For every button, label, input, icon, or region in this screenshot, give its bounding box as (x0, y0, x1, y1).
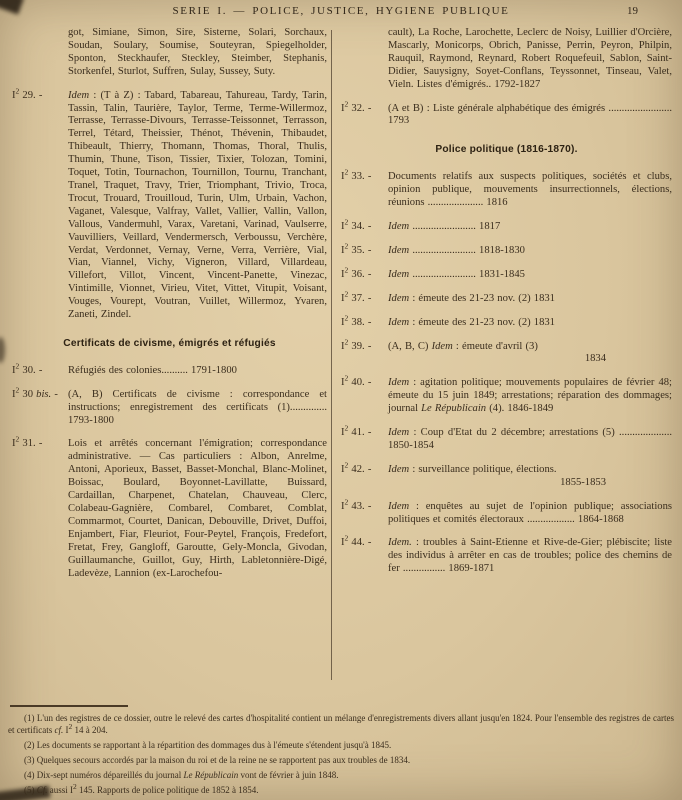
entry-number: $I^2$ 39. - (341, 336, 372, 352)
entry-text: Idem ........................ 1831-1845 (388, 268, 525, 280)
entry-number: $I^2$ 30. - (12, 361, 43, 376)
catalog-entry (341, 313, 672, 330)
column-left (12, 27, 327, 591)
footnote: (5) Cf. aussi $I^2$ 145. Rapports de police politique de 1852 à 1854. (24, 781, 259, 795)
entry-text: Réfugiés des colonies.......... 1791-1800 (68, 364, 237, 376)
footnote-separator-rule (10, 705, 128, 707)
catalog-entry (341, 533, 672, 576)
entry-number: $I^2$ 40. - (341, 373, 372, 389)
entry-text: (A, B) Certificats de civisme : correspondance et instructions; enregistrement des certificats (1).............. 1793-1800 (68, 388, 327, 426)
entry-number: $I^2$ 32. - (341, 99, 372, 114)
entry-date: 1834 (584, 353, 606, 365)
section-heading: Police politique (1816-1870). (435, 144, 578, 156)
footnote: (3) Quelques secours accordés par la maison du roi et de la reine ne se rapportent pas aux troubles de 1834. (24, 754, 411, 765)
entry-number: $I^2$ 31. - (12, 434, 43, 450)
scan-mark-left-edge (0, 337, 5, 363)
entry-number: $I^2$ 43. - (341, 497, 372, 512)
entry-number: $I^2$ 41. - (341, 423, 372, 439)
entry-text: Idem : surveillance politique, élections. (388, 463, 557, 475)
catalog-entry (12, 86, 327, 322)
entry-text: (A et B) : Liste générale alphabétique des émigrés ........................ 1793 (388, 102, 672, 127)
catalog-entry (341, 497, 672, 527)
entry-text: (A, B, C) Idem : émeute d'avril (3) (388, 340, 538, 352)
entry-number: $I^2$ 38. - (341, 313, 372, 328)
catalog-entry (341, 265, 672, 282)
catalog-entry (341, 423, 672, 453)
entry-number: $I^2$ 44. - (341, 533, 372, 549)
entry-text: got, Simiane, Simon, Sire, Sisterne, Solari, Sorchaux, Soudan, Soulary, Soumise, Souteyran, Spiegelholder, Sponton, Steckhaufer, Steckley, Steimber, Stephanis, Storkenfel, Sturlot, Suffren, Sulay, Sussey, Suty. (68, 27, 327, 77)
entry-number: $I^2$ 35. - (341, 241, 372, 256)
catalog-entry (341, 99, 672, 129)
continuation-paragraph (12, 27, 327, 79)
continuation-paragraph (341, 27, 672, 92)
catalog-entry (341, 289, 672, 306)
catalog-entry (12, 361, 327, 378)
entry-number: $I^2$ 36. - (341, 265, 372, 280)
catalog-entry (341, 217, 672, 234)
entry-text: Documents relatifs aux suspects politiques, sociétés et clubs, opinion publique, mouvements insurrectionnels, élections, réunions ..................... 1816 (388, 171, 672, 209)
footnote: (4) Dix-sept numéros dépareillés du journal Le Républicain vont de février à juin 1848. (24, 769, 339, 780)
footnote: (2) Les documents se rapportant à la répartition des dommages dus à l'émeute s'étendent jusqu'à 1845. (24, 739, 392, 750)
footnote: (1) L'un des registres de ce dossier, outre le relevé des cartes d'hospitalité contient un mélange d'enregistrements divers allant jusqu'en 1824. Pour l'ensemble des registres de cartes et certificats cf. $I^2$ 14 à 204. (8, 713, 674, 735)
footnotes (8, 713, 674, 800)
entry-number: $I^2$ 29. - (12, 86, 43, 101)
catalog-entry (341, 336, 672, 367)
entry-text: cault), La Roche, Larochette, Leclerc de Noisy, Luillier d'Orcière, Mascarly, Monicorps, Obrich, Panisse, Perrin, Peyron, Philpin, Rauquil, Raymond, Reynard, Robert Roquefeuil, Sablon, Saint-Didier, Sauysigny, Soyet-Conflans, Teyssonnet, Tinseau, Valet, Vieln. Listes d'émigrés.. 1792-1827 (388, 27, 672, 90)
column-right (341, 27, 672, 587)
entry-text: Idem : agitation politique; mouvements populaires de février 48; émeute du 15 juin 1849; arrestations; réparation des dommages; journal Le Républicain (4). 1846-1849 (388, 377, 672, 415)
entry-number: $I^2$ 34. - (341, 217, 372, 232)
entry-date: 1855-1853 (560, 476, 606, 488)
entry-number: $I^2$ 37. - (341, 289, 372, 304)
entry-number: $I^2$ 42. - (341, 460, 372, 475)
entry-number: $I^2$ 30 bis. - (12, 385, 58, 400)
catalog-entry (12, 385, 327, 428)
page-header-title: SERIE I. — POLICE, JUSTICE, HYGIENE PUBLIQUE (172, 5, 510, 17)
entry-text: Lois et arrêtés concernant l'émigration; correspondance administrative. — Cas particuliers : Albon, Anrelme, Antoni, Aporieux, Basset, Basset-Monchal, Blanc-Molinet, Boissac, Boulard, Boyonnet-Lavillatte, Buissard, Cardaillan, Charpenet, Chatelan, Chauveau, Clerc, Colabeau-Gagnière, Combarel, Combaret, Comblat, Commarmot, Courtet, Danican, Debouville, Drivet, Duffoi, Enjambert, Fiar, Fleuriot, Four-Peytel, François, Fredefort, Fretat, Frey, Gangloff, Garoutte, Gely-Moncla, Givodan, Guillaumanche, Guillot, Guy, Hirth, Labletonnière-Digé, Ladevèze, Lannion (ex-Larochefou- (68, 438, 327, 579)
catalog-entry (12, 434, 327, 580)
entry-text: Idem : (T à Z) : Tabard, Tabareau, Tahureau, Tardy, Tarin, Tassin, Talin, Taurière, Taylor, Terme, Terme-Willermoz, Terrasse, Terrasse-Divours, Terrasse-Teissonnet, Terrasson, Terrel, Tétard, Theissier, Thénot, Thévenin, Thibaudet, Thibeault, Thierry, Thomann, Thomas, Thoral, Thulis, Thumin, Thune, Tison, Tissier, Tixier, Tolozan, Tomini, Toquet, Totin, Tournachon, Tournillon, Tournu, Tranchant, Tranel, Traquet, Travy, Trier, Triomphant, Trivio, Troca, Trocut, Trouard, Trouilloud, Turin, Ulm, Urbain, Vachon, Vaganet, Valesque, Valfray, Vallet, Vallier, Vallin, Vallon, Vallous, Vandermuhl, Varax, Varetani, Varinad, Vaulserre, Vauvilliers, Veillard, Vendermersch, Verboussu, Verchère, Verdat, Verdonnet, Vernay, Verne, Verra, Verrière, Vial, Vian, Viannel, Vichy, Vigneron, Villard, Villardeau, Villefort, Villot, Vincent, Vincent-Panette, Vinezac, Vintimille, Vionnet, Virieu, Vitet, Vittet, Vitupit, Voisant, Vouges, Vourept, Voutran, Vuillet, Willermoz, Yvaren, Zaneti, Zindel. (68, 89, 327, 321)
entry-text: Idem ........................ 1818-1830 (388, 244, 525, 256)
entry-text: Idem : émeute des 21-23 nov. (2) 1831 (388, 292, 555, 304)
entry-number: $I^2$ 33. - (341, 167, 372, 183)
catalog-entry (341, 167, 672, 210)
catalog-entry (341, 460, 672, 490)
entry-text: Idem : enquêtes au sujet de l'opinion publique; associations politiques et comités électoraux .................. 1864-1868 (388, 500, 672, 525)
section-heading: Certificats de civisme, émigrés et réfugiés (63, 337, 276, 349)
entry-text: Idem : Coup d'Etat du 2 décembre; arrestations (5) .................... 1850-1854 (388, 427, 672, 451)
catalog-entry (341, 241, 672, 258)
entry-text: Idem. : troubles à Saint-Etienne et Rive-de-Gier; plébiscite; liste des individus à arrêter en cas de troubles; police des chemins de fer ................ 1869-1871 (388, 537, 672, 575)
entry-text: Idem ........................ 1817 (388, 220, 501, 232)
catalog-entry (341, 373, 672, 416)
entry-text: Idem : émeute des 21-23 nov. (2) 1831 (388, 316, 555, 328)
column-divider-rule (331, 30, 332, 680)
page-number: 19 (627, 5, 638, 17)
